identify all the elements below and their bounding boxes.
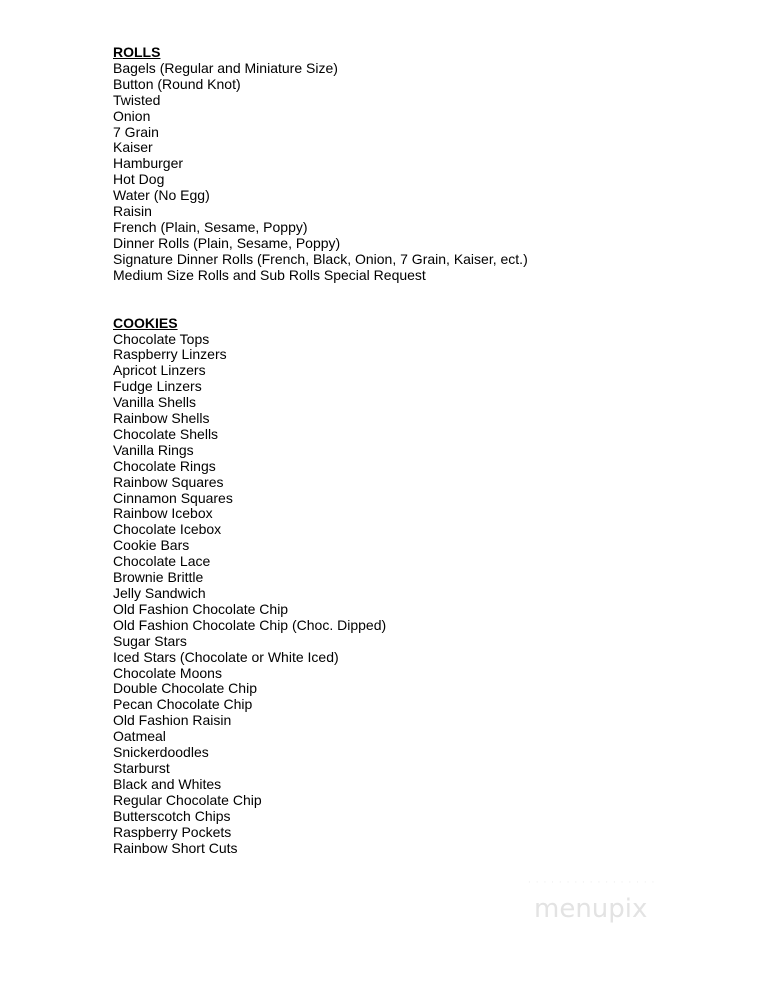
rolls-item: Twisted <box>113 91 161 108</box>
cookies-item: Rainbow Shells <box>113 410 210 427</box>
cookies-item: Pecan Chocolate Chip <box>113 696 253 713</box>
cookies-item: Chocolate Icebox <box>113 521 222 538</box>
cookies-item: Cookie Bars <box>113 537 190 554</box>
rolls-item: Kaiser <box>113 139 153 156</box>
cookies-item: Old Fashion Chocolate Chip (Choc. Dipped) <box>113 616 387 633</box>
cookies-item: Old Fashion Chocolate Chip <box>113 600 289 617</box>
cookies-item: Rainbow Icebox <box>113 505 213 522</box>
section-gap <box>113 284 713 316</box>
rolls-section <box>113 45 713 284</box>
rolls-item: Signature Dinner Rolls (French, Black, Onion, 7 Grain, Kaiser, ect.) <box>113 250 528 267</box>
cookies-item: Starburst <box>113 759 170 776</box>
rolls-item: Hamburger <box>113 155 184 172</box>
cookies-item: Chocolate Lace <box>113 553 211 570</box>
rolls-item: Water (No Egg) <box>113 187 210 204</box>
cookies-item: Rainbow Squares <box>113 473 224 490</box>
rolls-item: 7 Grain <box>113 123 159 140</box>
cookies-list <box>113 332 713 857</box>
rolls-item: Button (Round Knot) <box>113 75 241 92</box>
cookies-item: Fudge Linzers <box>113 378 202 395</box>
cookies-section <box>113 316 713 857</box>
menupix-watermark <box>520 872 690 932</box>
menupix-logo: menupix <box>534 894 648 924</box>
menu-page <box>113 45 713 856</box>
cookies-item: Apricot Linzers <box>113 362 206 379</box>
cookies-item: Iced Stars (Chocolate or White Iced) <box>113 648 339 665</box>
rolls-item: Dinner Rolls (Plain, Sesame, Poppy) <box>113 234 341 251</box>
rolls-item: French (Plain, Sesame, Poppy) <box>113 218 308 235</box>
cookies-item: Vanilla Shells <box>113 394 197 411</box>
rolls-item: Hot Dog <box>113 171 165 188</box>
cookies-item: Cinnamon Squares <box>113 489 233 506</box>
cookies-item: Chocolate Rings <box>113 457 216 474</box>
cookies-item: Jelly Sandwich <box>113 585 206 601</box>
rolls-item: Raisin <box>113 203 152 220</box>
rolls-item: Onion <box>113 107 151 124</box>
cookies-item: Regular Chocolate Chip <box>113 791 262 808</box>
cookies-item: Raspberry Pockets <box>113 823 232 840</box>
cookies-item: Raspberry Linzers <box>113 346 227 363</box>
rolls-heading: ROLLS <box>113 44 161 60</box>
rolls-item: Medium Size Rolls and Sub Rolls Special Request <box>113 266 426 283</box>
cookies-item: Chocolate Shells <box>113 425 219 442</box>
cookies-item: Sugar Stars <box>113 632 187 649</box>
cookies-item: Old Fashion Raisin <box>113 712 232 729</box>
cookies-item: Double Chocolate Chip <box>113 680 257 697</box>
rolls-list <box>113 61 713 284</box>
cookies-item: Brownie Brittle <box>113 569 204 586</box>
cookies-item: Rainbow Short Cuts <box>113 839 238 856</box>
watermark-dots: · · · · · · · · · · · · · · · · · <box>528 878 656 888</box>
cookies-item: Butterscotch Chips <box>113 807 231 824</box>
rolls-item: Bagels (Regular and Miniature Size) <box>113 59 338 76</box>
cookies-heading: COOKIES <box>113 314 178 331</box>
cookies-item: Vanilla Rings <box>113 441 194 458</box>
cookies-item: Oatmeal <box>113 728 166 745</box>
cookies-item: Black and Whites <box>113 775 222 792</box>
cookies-item: Snickerdoodles <box>113 744 209 761</box>
cookies-item: Chocolate Tops <box>113 330 210 347</box>
cookies-item: Chocolate Moons <box>113 664 222 681</box>
